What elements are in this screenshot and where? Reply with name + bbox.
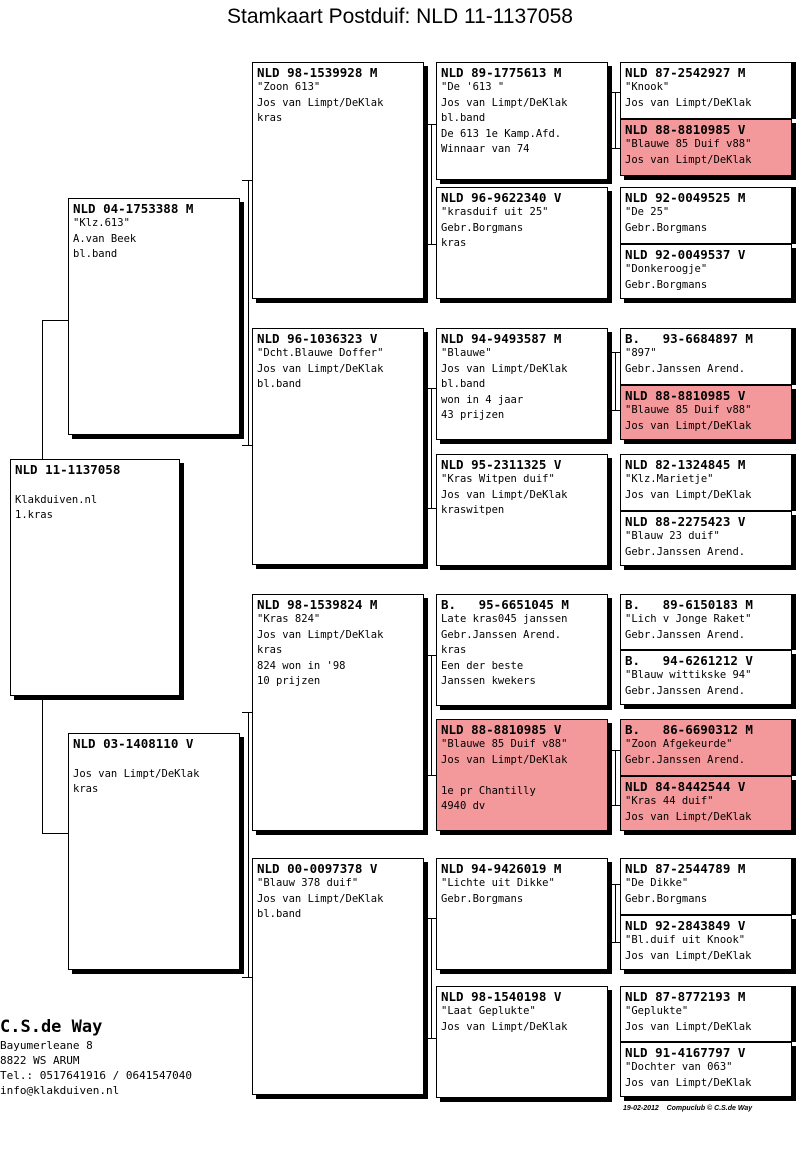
card-line: bl.band [441, 112, 486, 124]
card-line: kras [257, 644, 283, 656]
card-line: won in 4 jaar [441, 393, 524, 406]
connector-line [242, 977, 252, 978]
card-line: Gebr.Janssen Arend. [625, 684, 746, 697]
card-line: Jos van Limpt/DeKlak [441, 753, 568, 766]
pedigree-card-ancestor[interactable] [620, 62, 792, 119]
card-line: "Lich v Jonge Raket" [625, 613, 752, 625]
ring-number: NLD 88-2275423 V [625, 514, 746, 529]
card-line: "Donkeroogje" [625, 263, 708, 275]
card-line: Jos van Limpt/DeKlak [625, 949, 752, 962]
ring-number: NLD 94-9493587 M [441, 331, 562, 346]
ring-number: B. 94-6261212 V [625, 653, 753, 668]
pedigree-card-great-grandparent[interactable] [436, 187, 608, 299]
card-line [441, 768, 603, 784]
card-line: kras [257, 112, 283, 124]
card-line: Jos van Limpt/DeKlak [441, 1020, 568, 1033]
page-title: Stamkaart Postduif: NLD 11-1137058 [227, 5, 573, 28]
card-line: bl.band [441, 378, 486, 390]
card-line: Gebr.Janssen Arend. [441, 628, 562, 641]
connector-line [610, 942, 620, 943]
ring-number: NLD 98-1539928 M [257, 65, 378, 80]
card-line [73, 751, 235, 767]
card-line: Gebr.Janssen Arend. [625, 628, 746, 641]
card-line: "Klz.Marietje" [625, 473, 714, 485]
ring-number: NLD 88-8810985 V [625, 122, 746, 137]
ring-number: NLD 03-1408110 V [73, 736, 194, 751]
card-line: 1.kras [15, 509, 53, 521]
pedigree-card-grandparent[interactable] [252, 858, 424, 1095]
ring-number: NLD 92-0049537 V [625, 247, 746, 262]
card-line: Gebr.Borgmans [441, 892, 524, 905]
pedigree-card-great-grandparent[interactable] [436, 719, 608, 831]
ring-number: NLD 96-9622340 V [441, 190, 562, 205]
connector-line [42, 320, 43, 459]
connector-line [431, 124, 432, 244]
pedigree-card-sire[interactable] [68, 198, 240, 435]
card-line: Jos van Limpt/DeKlak [441, 96, 568, 109]
ring-number: NLD 92-2843849 V [625, 918, 746, 933]
card-line: "Blauw wittikske 94" [625, 669, 752, 681]
card-line: "Dcht.Blauwe Doffer" [257, 347, 384, 359]
connector-line [42, 696, 43, 833]
ring-number: NLD 00-0097378 V [257, 861, 378, 876]
pedigree-card-ancestor[interactable] [620, 328, 792, 385]
card-line: Gebr.Janssen Arend. [625, 545, 746, 558]
pedigree-card-great-grandparent[interactable] [436, 986, 608, 1098]
card-line: "Geplukte" [625, 1005, 689, 1017]
card-line: bl.band [257, 378, 302, 390]
pedigree-card-ancestor[interactable] [620, 776, 792, 831]
card-line: 4940 dv [441, 800, 486, 812]
pedigree-card-great-grandparent[interactable] [436, 62, 608, 180]
card-line: Jos van Limpt/DeKlak [257, 96, 384, 109]
card-line: "De '613 " [441, 81, 505, 93]
ring-number: NLD 87-8772193 M [625, 989, 746, 1004]
card-line: Gebr.Borgmans [625, 892, 708, 905]
card-line: Een der beste [441, 659, 524, 672]
card-line: "Blauwe 85 Duif v88" [625, 138, 752, 150]
ring-number: NLD 95-2311325 V [441, 457, 562, 472]
ring-number: B. 86-6690312 M [625, 722, 753, 737]
pedigree-card-subject[interactable] [10, 459, 180, 696]
card-line: kras [441, 237, 467, 249]
connector-line [431, 388, 432, 508]
owner-phone: Tel.: 0517641916 / 0641547040 [0, 1069, 193, 1082]
ring-number: NLD 82-1324845 M [625, 457, 746, 472]
pedigree-card-great-grandparent[interactable] [436, 858, 608, 970]
card-line: Gebr.Borgmans [625, 278, 708, 291]
pedigree-card-ancestor[interactable] [620, 915, 792, 970]
card-line: Gebr.Janssen Arend. [625, 362, 746, 375]
card-line: "Blauwe 85 Duif v88" [441, 738, 568, 750]
connector-line [615, 750, 616, 805]
card-line: Jos van Limpt/DeKlak [73, 767, 200, 780]
connector-line [610, 410, 620, 411]
pedigree-card-dam[interactable] [68, 733, 240, 970]
card-line: "Zoon 613" [257, 81, 321, 93]
connector-line [615, 92, 616, 148]
card-line: Gebr.Janssen Arend. [625, 753, 746, 766]
pedigree-card-grandparent[interactable] [252, 62, 424, 299]
ring-number: NLD 98-1539824 M [257, 597, 378, 612]
ring-number: B. 89-6150183 M [625, 597, 753, 612]
connector-line [610, 148, 620, 149]
ring-number: NLD 87-2544789 M [625, 861, 746, 876]
card-line: kraswitpen [441, 504, 505, 516]
card-line: Jos van Limpt/DeKlak [441, 488, 568, 501]
card-line: De 613 1e Kamp.Afd. [441, 127, 562, 140]
pedigree-card-ancestor[interactable] [620, 385, 792, 440]
pedigree-card-ancestor[interactable] [620, 187, 792, 244]
card-line: "Laat Geplukte" [441, 1005, 536, 1017]
card-line: Jos van Limpt/DeKlak [625, 1020, 752, 1033]
connector-line [242, 180, 252, 181]
card-line: "De 25" [625, 206, 670, 218]
card-line: "krasduif uit 25" [441, 206, 549, 218]
card-line: "Blauw 23 duif" [625, 530, 720, 542]
ring-number: B. 95-6651045 M [441, 597, 569, 612]
card-line: "De Dikke" [625, 877, 689, 889]
card-line: Jos van Limpt/DeKlak [257, 628, 384, 641]
card-line: "Blauwe 85 Duif v88" [625, 404, 752, 416]
card-line: Jos van Limpt/DeKlak [625, 810, 752, 823]
owner-name: C.S.de Way [0, 1017, 103, 1037]
ring-number: NLD 87-2542927 M [625, 65, 746, 80]
card-line: Late kras045 janssen [441, 613, 568, 625]
card-line: 824 won in '98 [257, 659, 346, 672]
ring-number: NLD 84-8442544 V [625, 779, 746, 794]
card-line: 10 prijzen [257, 675, 321, 687]
ring-number: NLD 88-8810985 V [625, 388, 746, 403]
card-line: Winnaar van 74 [441, 143, 530, 155]
pedigree-card-ancestor[interactable] [620, 454, 792, 511]
card-line: Jos van Limpt/DeKlak [625, 488, 752, 501]
owner-email[interactable]: info@klakduiven.nl [0, 1084, 120, 1097]
pedigree-card-ancestor[interactable] [620, 858, 792, 915]
card-line: "Knook" [625, 81, 670, 93]
pedigree-card-great-grandparent[interactable] [436, 594, 608, 706]
pedigree-card-grandparent[interactable] [252, 594, 424, 831]
card-line: "Kras 824" [257, 613, 321, 625]
pedigree-card-ancestor[interactable] [620, 986, 792, 1042]
pedigree-card-ancestor[interactable] [620, 119, 792, 176]
connector-line [431, 655, 432, 775]
connector-line [610, 805, 620, 806]
pedigree-card-great-grandparent[interactable] [436, 454, 608, 566]
pedigree-card-ancestor[interactable] [620, 719, 792, 776]
card-line: Jos van Limpt/DeKlak [257, 362, 384, 375]
connector-line [426, 244, 436, 245]
card-line: Klakduiven.nl [15, 493, 98, 506]
card-line: 43 prijzen [441, 409, 505, 421]
card-line: Jos van Limpt/DeKlak [625, 96, 752, 109]
ring-number: NLD 89-1775613 M [441, 65, 562, 80]
ring-number: NLD 92-0049525 M [625, 190, 746, 205]
footer [623, 1105, 752, 1112]
owner-info [0, 1016, 192, 1098]
connector-line [615, 884, 616, 942]
connector-line [42, 320, 68, 321]
card-line: Gebr.Borgmans [625, 221, 708, 234]
footer-credit: Compuclub © C.S.de Way [666, 1105, 753, 1112]
ring-number: NLD 04-1753388 M [73, 201, 194, 216]
ring-number: NLD 91-4167797 V [625, 1045, 746, 1060]
card-line: A.van Beek [73, 232, 137, 245]
card-line: "Blauw 378 duif" [257, 877, 359, 889]
ring-number: NLD 11-1137058 [15, 462, 121, 477]
card-line: bl.band [257, 908, 302, 920]
card-line: Jos van Limpt/DeKlak [625, 419, 752, 432]
card-line: bl.band [73, 248, 118, 260]
ring-number: NLD 98-1540198 V [441, 989, 562, 1004]
pedigree-card-ancestor[interactable] [620, 511, 792, 566]
ring-number: NLD 96-1036323 V [257, 331, 378, 346]
connector-line [248, 712, 249, 977]
card-line: Jos van Limpt/DeKlak [625, 153, 752, 166]
owner-address: Bayumerleane 8 [0, 1039, 93, 1052]
card-line: Janssen kwekers [441, 675, 536, 687]
ring-number: NLD 88-8810985 V [441, 722, 562, 737]
card-line: "Kras Witpen duif" [441, 473, 555, 485]
connector-line [248, 180, 249, 445]
card-line: "Blauwe" [441, 347, 492, 359]
pedigree-card-ancestor[interactable] [620, 244, 792, 299]
card-line: kras [73, 783, 99, 795]
card-line: Jos van Limpt/DeKlak [257, 892, 384, 905]
connector-line [242, 712, 252, 713]
card-line: "897" [625, 347, 657, 359]
pedigree-card-ancestor[interactable] [620, 594, 792, 650]
pedigree-card-ancestor[interactable] [620, 1042, 792, 1097]
card-line: 1e pr Chantilly [441, 784, 536, 797]
card-line: "Dochter van 063" [625, 1061, 733, 1073]
card-line: "Klz.613" [73, 217, 130, 229]
connector-line [615, 352, 616, 410]
connector-line [42, 833, 68, 834]
ring-number: B. 93-6684897 M [625, 331, 753, 346]
pedigree-card-ancestor[interactable] [620, 650, 792, 705]
connector-line [242, 445, 252, 446]
connector-line [426, 1038, 436, 1039]
footer-date: 19-02-2012 [623, 1105, 659, 1112]
card-line: "Kras 44 duif" [625, 795, 714, 807]
connector-line [431, 918, 432, 1038]
card-line: Jos van Limpt/DeKlak [441, 362, 568, 375]
connector-line [426, 508, 436, 509]
card-line: kras [441, 644, 467, 656]
card-line: Gebr.Borgmans [441, 221, 524, 234]
card-line [15, 477, 175, 493]
connector-line [426, 775, 436, 776]
owner-city: 8822 WS ARUM [0, 1054, 80, 1067]
pedigree-card-great-grandparent[interactable] [436, 328, 608, 440]
card-line: "Bl.duif uit Knook" [625, 934, 746, 946]
pedigree-card-grandparent[interactable] [252, 328, 424, 565]
card-line: "Lichte uit Dikke" [441, 877, 555, 889]
card-line: "Zoon Afgekeurde" [625, 738, 733, 750]
ring-number: NLD 94-9426019 M [441, 861, 562, 876]
card-line: Jos van Limpt/DeKlak [625, 1076, 752, 1089]
